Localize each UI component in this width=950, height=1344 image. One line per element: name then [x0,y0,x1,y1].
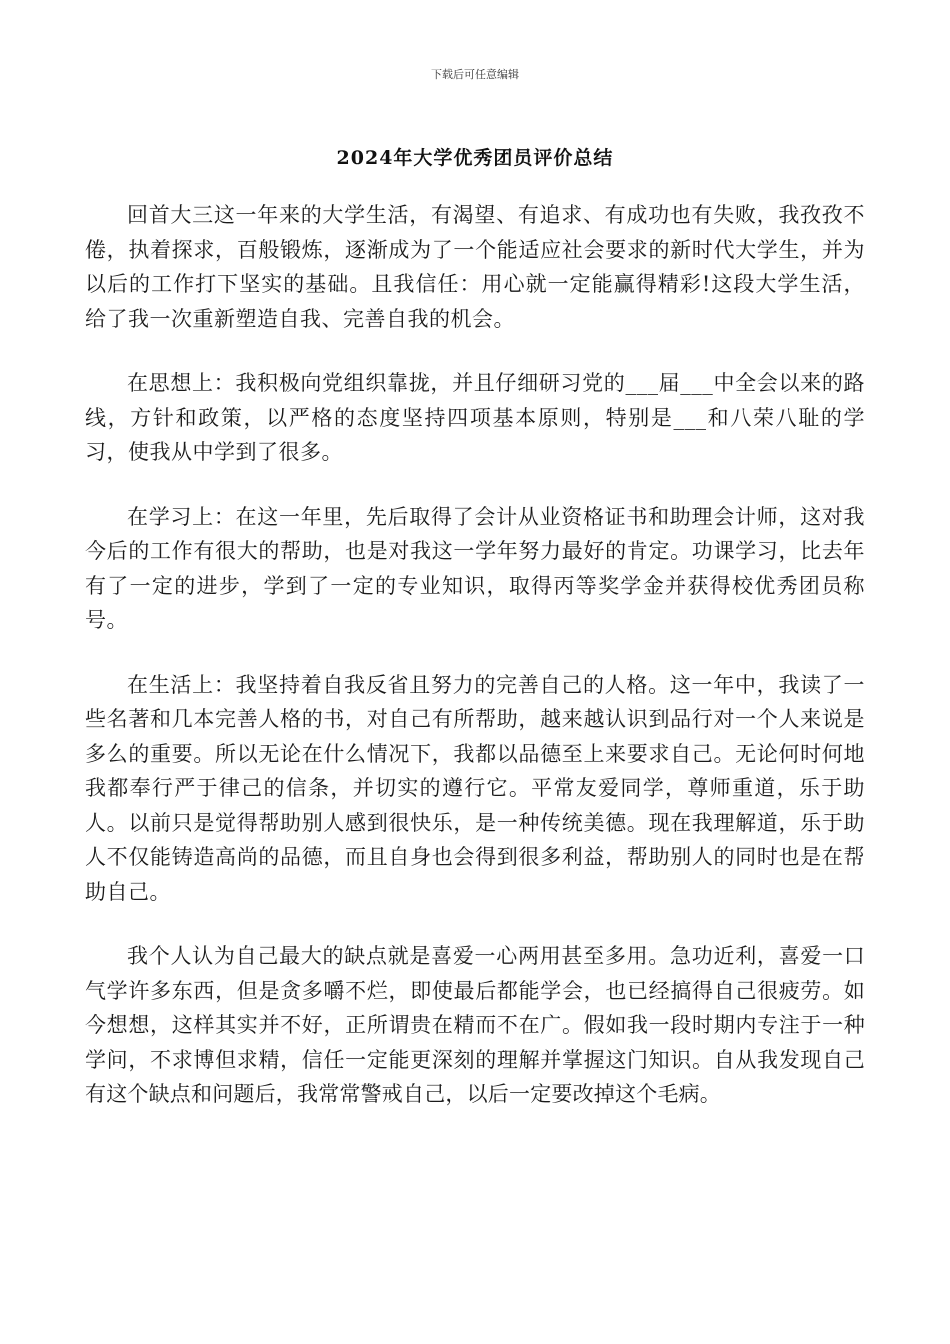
paragraph-shortcomings: 我个人认为自己最大的缺点就是喜爱一心两用甚至多用。急功近利，喜爱一口气学许多东西，但是贪多嚼不烂，即使最后都能学会，也已经搞得自己很疲劳。如今想想，这样其实并不好，正所谓贵在精而不在广。假如我一段时期内专注于一种学问，不求博但求精，信任一定能更深刻的理解并掌握这门知识。自从我发现自己有这个缺点和问题后，我常常警戒自己，以后一定要改掉这个毛病。 [85,944,865,1106]
paragraph-life: 在生活上：我坚持着自我反省且努力的完善自己的人格。这一年中，我读了一些名著和几本完善人格的书，对自己有所帮助，越来越认识到品行对一个人来说是多么的重要。所以无论在什么情况下，我都以品德至上来要求自己。无论何时何地我都奉行严于律己的信条，并切实的遵行它。平常友爱同学，尊师重道，乐于助人。以前只是觉得帮助别人感到很快乐，是一种传统美德。现在我理解道，乐于助人不仅能铸造高尚的品德，而且自身也会得到很多利益，帮助别人的同时也是在帮助自己。 [85,672,865,904]
document-body [85,198,865,1142]
document-title: 2024年大学优秀团员评价总结 [336,147,614,169]
paragraph-ideology: 在思想上：我积极向党组织靠拢，并且仔细研习党的___届___中全会以来的路线，方针和政策，以严格的态度坚持四项基本原则，特别是___和八荣八耻的学习，使我从中学到了很多。 [85,371,865,464]
header-note: 下载后可任意编辑 [431,68,519,81]
paragraph-intro: 回首大三这一年来的大学生活，有渴望、有追求、有成功也有失败，我孜孜不倦，执着探求，百般锻炼，逐渐成为了一个能适应社会要求的新时代大学生，并为以后的工作打下坚实的基础。且我信任：用心就一定能赢得精彩!这段大学生活，给了我一次重新塑造自我、完善自我的机会。 [85,203,865,331]
paragraph-study: 在学习上：在这一年里，先后取得了会计从业资格证书和助理会计师，这对我今后的工作有很大的帮助，也是对我这一学年努力最好的肯定。功课学习，比去年有了一定的进步，学到了一定的专业知识，取得丙等奖学金并获得校优秀团员称号。 [85,504,865,632]
